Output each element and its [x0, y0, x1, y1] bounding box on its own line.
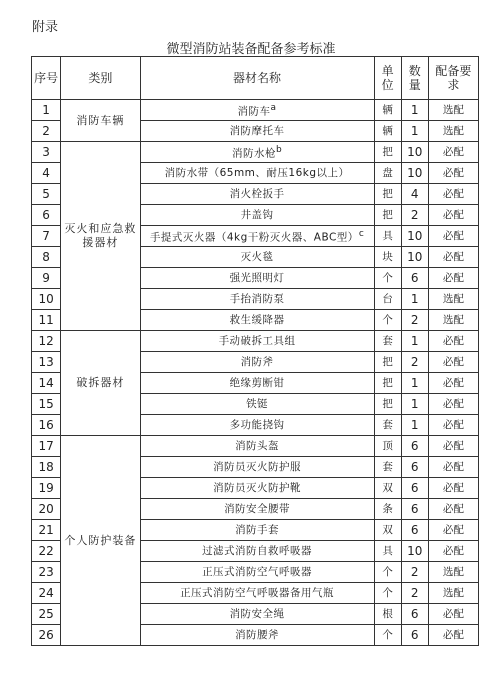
requirement-cell: 必配 — [428, 205, 478, 226]
item-name-cell — [140, 457, 374, 478]
requirement-cell: 必配 — [428, 604, 478, 625]
table-row — [32, 142, 479, 163]
item-name-cell — [140, 520, 374, 541]
unit-cell: 套 — [374, 457, 401, 478]
unit-cell: 把 — [374, 184, 401, 205]
header-unit: 单位 — [374, 57, 401, 100]
seq-cell: 7 — [32, 226, 61, 247]
unit-cell: 顶 — [374, 436, 401, 457]
seq-cell: 18 — [32, 457, 61, 478]
table-body — [32, 100, 479, 646]
header-qty: 数量 — [401, 57, 428, 100]
quantity-cell: 2 — [401, 583, 428, 604]
unit-cell: 根 — [374, 604, 401, 625]
item-name: 消防车 — [237, 105, 271, 118]
quantity-cell: 1 — [401, 415, 428, 436]
item-name: 消防摩托车 — [229, 125, 285, 137]
unit-cell: 把 — [374, 373, 401, 394]
requirement-cell: 必配 — [428, 373, 478, 394]
quantity-cell: 6 — [401, 520, 428, 541]
unit-cell: 个 — [374, 583, 401, 604]
header-req: 配备要求 — [428, 57, 478, 100]
seq-cell: 26 — [32, 625, 61, 646]
requirement-cell: 必配 — [428, 142, 478, 163]
requirement-cell: 必配 — [428, 163, 478, 184]
header-category: 类别 — [61, 57, 140, 100]
quantity-cell: 10 — [401, 142, 428, 163]
item-name: 消火栓扳手 — [229, 188, 285, 200]
table-title: 微型消防站装备配备参考标准 — [166, 42, 336, 57]
item-name-cell — [140, 163, 374, 184]
item-name: 消防水带（65mm、耐压16kg以上） — [164, 167, 350, 179]
footnote-marker: b — [275, 145, 283, 156]
quantity-cell: 1 — [401, 394, 428, 415]
item-name-cell — [140, 226, 374, 247]
requirement-cell: 必配 — [428, 268, 478, 289]
item-name-cell — [140, 436, 374, 457]
item-name-cell — [140, 499, 374, 520]
item-name-cell — [140, 415, 374, 436]
unit-cell: 套 — [374, 415, 401, 436]
category-cell: 灭火和应急救援器材 — [61, 142, 140, 331]
seq-cell: 20 — [32, 499, 61, 520]
header-name: 器材名称 — [140, 57, 374, 100]
unit-cell: 双 — [374, 520, 401, 541]
unit-cell: 个 — [374, 310, 401, 331]
unit-cell: 个 — [374, 562, 401, 583]
unit-cell: 个 — [374, 268, 401, 289]
unit-cell: 具 — [374, 226, 401, 247]
item-name: 手提式灭火器（4kg干粉灭火器、ABC型） — [149, 231, 359, 244]
item-name-cell — [140, 583, 374, 604]
category-cell: 消防车辆 — [61, 100, 140, 142]
seq-cell: 13 — [32, 352, 61, 373]
seq-cell: 1 — [32, 100, 61, 121]
quantity-cell: 1 — [401, 331, 428, 352]
table-row — [32, 331, 479, 352]
quantity-cell: 6 — [401, 478, 428, 499]
appendix-label: 附录 — [32, 20, 59, 35]
item-name-cell — [140, 289, 374, 310]
table-row — [32, 436, 479, 457]
requirement-cell: 选配 — [428, 100, 478, 121]
quantity-cell: 10 — [401, 226, 428, 247]
unit-cell: 把 — [374, 142, 401, 163]
seq-cell: 23 — [32, 562, 61, 583]
quantity-cell: 2 — [401, 310, 428, 331]
item-name: 消防员灭火防护靴 — [213, 482, 302, 494]
unit-cell: 双 — [374, 478, 401, 499]
category-cell: 破拆器材 — [61, 331, 140, 436]
item-name: 多功能挠钩 — [229, 419, 285, 431]
item-name-cell — [140, 268, 374, 289]
item-name-cell — [140, 247, 374, 268]
requirement-cell: 必配 — [428, 478, 478, 499]
requirement-cell: 必配 — [428, 625, 478, 646]
item-name-cell — [140, 352, 374, 373]
requirement-cell: 选配 — [428, 310, 478, 331]
seq-cell: 21 — [32, 520, 61, 541]
category-cell: 个人防护装备 — [61, 436, 140, 646]
unit-cell: 把 — [374, 394, 401, 415]
footnote-marker: a — [270, 103, 277, 114]
requirement-cell: 必配 — [428, 415, 478, 436]
requirement-cell: 必配 — [428, 331, 478, 352]
item-name-cell — [140, 310, 374, 331]
item-name: 手抬消防泵 — [229, 293, 285, 305]
item-name: 灭火毯 — [240, 251, 274, 263]
quantity-cell: 2 — [401, 352, 428, 373]
item-name-cell — [140, 100, 374, 121]
seq-cell: 2 — [32, 121, 61, 142]
item-name: 过滤式消防自救呼吸器 — [202, 545, 313, 557]
unit-cell: 条 — [374, 499, 401, 520]
item-name: 消防水枪 — [231, 147, 276, 160]
requirement-cell: 选配 — [428, 289, 478, 310]
seq-cell: 24 — [32, 583, 61, 604]
requirement-cell: 必配 — [428, 226, 478, 247]
item-name-cell — [140, 604, 374, 625]
quantity-cell: 6 — [401, 625, 428, 646]
quantity-cell: 4 — [401, 184, 428, 205]
item-name: 强光照明灯 — [229, 272, 285, 284]
requirement-cell: 必配 — [428, 520, 478, 541]
seq-cell: 5 — [32, 184, 61, 205]
unit-cell: 套 — [374, 331, 401, 352]
quantity-cell: 1 — [401, 121, 428, 142]
seq-cell: 19 — [32, 478, 61, 499]
item-name: 消防头盔 — [235, 440, 280, 452]
table-row — [32, 100, 479, 121]
item-name-cell — [140, 142, 374, 163]
item-name: 铁铤 — [246, 398, 269, 410]
quantity-cell: 6 — [401, 436, 428, 457]
item-name: 井盖钩 — [240, 209, 274, 221]
unit-cell: 台 — [374, 289, 401, 310]
item-name-cell — [140, 121, 374, 142]
requirement-cell: 必配 — [428, 436, 478, 457]
requirement-cell: 必配 — [428, 541, 478, 562]
item-name: 绝缘剪断钳 — [229, 377, 285, 389]
quantity-cell: 6 — [401, 604, 428, 625]
footnote-marker: c — [358, 229, 365, 240]
item-name: 消防手套 — [235, 524, 280, 536]
quantity-cell: 1 — [401, 100, 428, 121]
item-name-cell — [140, 625, 374, 646]
item-name: 消防员灭火防护服 — [213, 461, 302, 473]
item-name-cell — [140, 373, 374, 394]
item-name: 消防安全腰带 — [224, 503, 291, 515]
item-name-cell — [140, 184, 374, 205]
item-name: 手动破拆工具组 — [218, 335, 296, 347]
item-name: 救生缓降器 — [229, 314, 285, 326]
seq-cell: 25 — [32, 604, 61, 625]
requirement-cell: 选配 — [428, 121, 478, 142]
seq-cell: 3 — [32, 142, 61, 163]
seq-cell: 15 — [32, 394, 61, 415]
unit-cell: 个 — [374, 625, 401, 646]
seq-cell: 16 — [32, 415, 61, 436]
item-name-cell — [140, 205, 374, 226]
item-name: 消防腰斧 — [235, 629, 280, 641]
unit-cell: 把 — [374, 352, 401, 373]
quantity-cell: 2 — [401, 562, 428, 583]
quantity-cell: 1 — [401, 373, 428, 394]
header-seq: 序号 — [32, 57, 61, 100]
unit-cell: 辆 — [374, 100, 401, 121]
requirement-cell: 必配 — [428, 499, 478, 520]
seq-cell: 8 — [32, 247, 61, 268]
quantity-cell: 1 — [401, 289, 428, 310]
quantity-cell: 6 — [401, 457, 428, 478]
requirement-cell: 必配 — [428, 184, 478, 205]
item-name: 正压式消防空气呼吸器 — [202, 566, 313, 578]
item-name-cell — [140, 478, 374, 499]
item-name: 消防安全绳 — [229, 608, 285, 620]
quantity-cell: 6 — [401, 268, 428, 289]
item-name-cell — [140, 394, 374, 415]
unit-cell: 把 — [374, 205, 401, 226]
item-name-cell — [140, 562, 374, 583]
requirement-cell: 选配 — [428, 562, 478, 583]
unit-cell: 具 — [374, 541, 401, 562]
item-name: 消防斧 — [240, 356, 274, 368]
seq-cell: 12 — [32, 331, 61, 352]
item-name: 正压式消防空气呼吸器备用气瓶 — [180, 587, 335, 599]
equipment-table — [31, 56, 479, 646]
seq-cell: 11 — [32, 310, 61, 331]
unit-cell: 辆 — [374, 121, 401, 142]
quantity-cell: 10 — [401, 247, 428, 268]
requirement-cell: 必配 — [428, 352, 478, 373]
header-row — [32, 57, 479, 100]
item-name-cell — [140, 541, 374, 562]
seq-cell: 6 — [32, 205, 61, 226]
quantity-cell: 10 — [401, 163, 428, 184]
requirement-cell: 必配 — [428, 457, 478, 478]
quantity-cell: 6 — [401, 499, 428, 520]
quantity-cell: 10 — [401, 541, 428, 562]
seq-cell: 4 — [32, 163, 61, 184]
requirement-cell: 必配 — [428, 247, 478, 268]
seq-cell: 17 — [32, 436, 61, 457]
quantity-cell: 2 — [401, 205, 428, 226]
unit-cell: 块 — [374, 247, 401, 268]
item-name-cell — [140, 331, 374, 352]
requirement-cell: 选配 — [428, 583, 478, 604]
unit-cell: 盘 — [374, 163, 401, 184]
seq-cell: 9 — [32, 268, 61, 289]
seq-cell: 10 — [32, 289, 61, 310]
seq-cell: 14 — [32, 373, 61, 394]
seq-cell: 22 — [32, 541, 61, 562]
requirement-cell: 必配 — [428, 394, 478, 415]
